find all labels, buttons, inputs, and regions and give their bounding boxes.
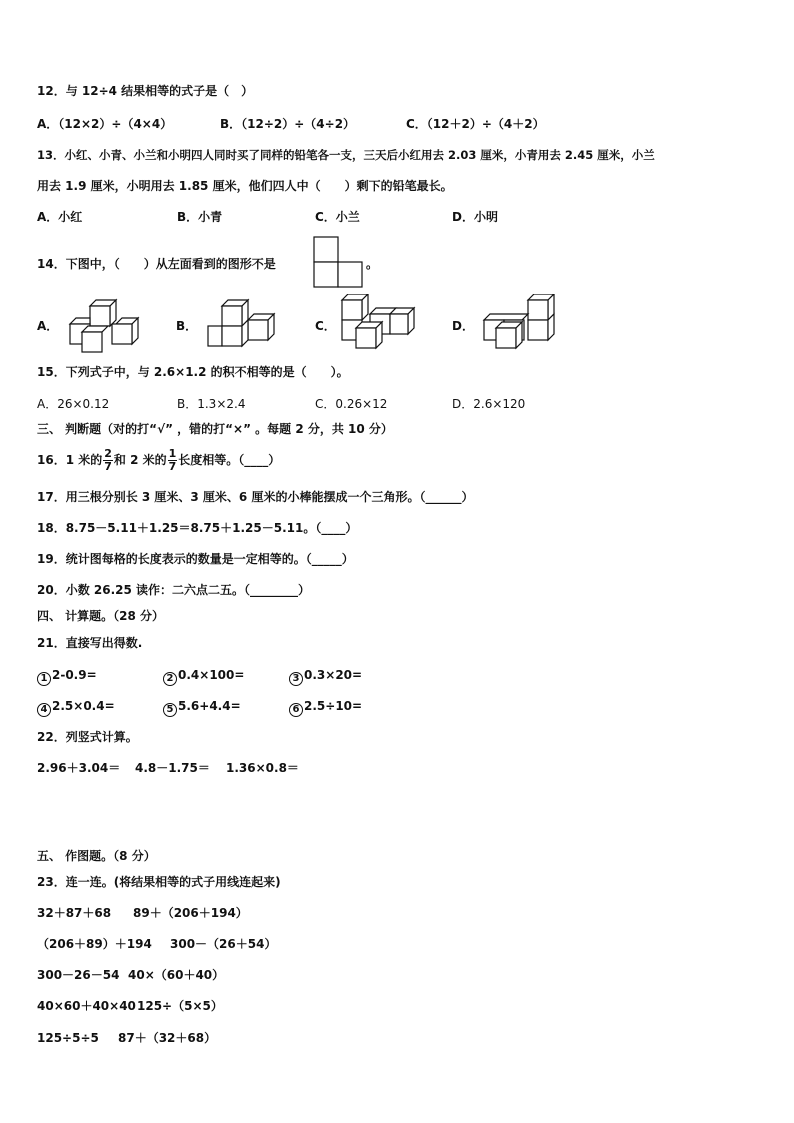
q16-fraction-1-numerator: 2 xyxy=(104,447,112,460)
q14-label-a[interactable]: A． xyxy=(37,319,59,333)
q12-option-b[interactable]: B．（12÷2）÷（4÷2） xyxy=(220,117,356,131)
q22-expr-1: 2.96＋3.04＝ xyxy=(37,761,121,775)
q22-expr-2: 4.8－1.75＝ xyxy=(135,761,210,775)
q13-option-b[interactable]: B．小青 xyxy=(177,210,223,224)
q13-line1: 13．小红、小青、小兰和小明四人同时买了同样的铅笔各一支，三天后小红用去 2.03 厘米，小青用去 2.45 厘米，小兰 xyxy=(37,148,655,162)
section-5-title: 五、 作图题。（8 分） xyxy=(37,849,156,863)
q16-fraction-2-denominator: 7 xyxy=(168,460,177,473)
q22-title: 22．列竖式计算。 xyxy=(37,730,138,744)
q13-option-c[interactable]: C．小兰 xyxy=(315,210,360,224)
q12-option-a[interactable]: A．（12×2）÷（4×4） xyxy=(37,117,173,131)
q21-title: 21．直接写出得数. xyxy=(37,636,143,650)
q16-fraction-1 xyxy=(103,448,113,473)
circled-number: 6 xyxy=(289,703,303,717)
circled-number: 3 xyxy=(289,672,303,686)
section-3-title: 三、 判断题（对的打“√” ，错的打“×” 。每题 2 分，共 10 分） xyxy=(37,422,393,436)
q16-part2: 和 2 米的 xyxy=(113,453,167,467)
q15-option-a[interactable]: A．26×0.12 xyxy=(37,397,110,411)
q23-right-2[interactable]: 300－（26＋54） xyxy=(170,937,277,951)
q12-option-c[interactable]: C．（12＋2）÷（4＋2） xyxy=(406,117,545,131)
q17-text: 17．用三根分别长 3 厘米、3 厘米、6 厘米的小棒能摆成一个三角形。（______） xyxy=(37,490,474,504)
q14-label-b[interactable]: B． xyxy=(176,319,198,333)
circled-number: 4 xyxy=(37,703,51,717)
q14-label-d[interactable]: D． xyxy=(452,319,474,333)
q13-line2: 用去 1.9 厘米，小明用去 1.85 厘米，他们四人中（ ）剩下的铅笔最长。 xyxy=(37,179,453,193)
q23-left-3[interactable]: 300－26－54 xyxy=(37,968,120,982)
q23-left-2[interactable]: （206＋89）＋194 xyxy=(37,937,152,951)
q21-expr: 2.5×0.4= xyxy=(52,699,115,713)
q23-right-4[interactable]: 125÷（5×5） xyxy=(137,999,223,1013)
q21-item-6 xyxy=(289,698,362,717)
q16-part3: 长度相等。（____） xyxy=(178,453,281,467)
q23-right-1[interactable]: 89＋（206＋194） xyxy=(133,906,248,920)
q14-label-c[interactable]: C． xyxy=(315,319,336,333)
q16-part1: 16．1 米的 xyxy=(37,453,103,467)
q15-option-b[interactable]: B．1.3×2.4 xyxy=(177,397,246,411)
q16-fraction-2 xyxy=(168,448,178,473)
q23-left-5[interactable]: 125÷5÷5 xyxy=(37,1031,99,1045)
q16-text xyxy=(37,446,280,474)
q12-text: 12．与 12÷4 结果相等的式子是（ ） xyxy=(37,84,254,98)
q13-option-a[interactable]: A．小红 xyxy=(37,210,83,224)
q22-expr-3: 1.36×0.8＝ xyxy=(226,761,299,775)
q23-right-3[interactable]: 40×（60＋40） xyxy=(128,968,225,982)
q15-option-d[interactable]: D．2.6×120 xyxy=(452,397,526,411)
q21-expr: 5.6+4.4= xyxy=(178,699,241,713)
q21-item-2 xyxy=(163,667,244,686)
q23-left-4[interactable]: 40×60＋40×40 xyxy=(37,999,136,1013)
q16-fraction-1-denominator: 7 xyxy=(104,460,112,473)
q21-expr: 2-0.9= xyxy=(52,668,97,682)
q20-text: 20．小数 26.25 读作：二六点二五。（________） xyxy=(37,583,311,597)
q14-option-d-cubes[interactable] xyxy=(480,294,556,354)
q23-right-5[interactable]: 87＋（32＋68） xyxy=(118,1031,217,1045)
q21-expr: 2.5÷10= xyxy=(304,699,363,713)
section-4-title: 四、 计算题。（28 分） xyxy=(37,609,165,623)
q15-text: 15．下列式子中，与 2.6×1.2 的积不相等的是（ ）。 xyxy=(37,365,349,379)
q21-expr: 0.3×20= xyxy=(304,668,363,682)
q13-option-d[interactable]: D．小明 xyxy=(452,210,498,224)
q14-option-c-cubes[interactable] xyxy=(340,294,416,354)
q21-item-3 xyxy=(289,667,362,686)
q14-option-b-cubes[interactable] xyxy=(204,296,280,354)
q23-title: 23．连一连。(将结果相等的式子用线连起来) xyxy=(37,875,281,889)
q23-left-1[interactable]: 32＋87＋68 xyxy=(37,906,112,920)
q18-text: 18．8.75－5.11＋1.25＝8.75＋1.25－5.11。（____） xyxy=(37,521,358,535)
circled-number: 1 xyxy=(37,672,51,686)
q16-fraction-2-numerator: 1 xyxy=(168,447,177,460)
q15-option-c[interactable]: C．0.26×12 xyxy=(315,397,388,411)
q21-item-4 xyxy=(37,698,115,717)
q14-option-a-cubes[interactable] xyxy=(68,296,140,354)
q14-text-end: 。 xyxy=(366,257,379,271)
q21-item-1 xyxy=(37,667,97,686)
circled-number: 2 xyxy=(163,672,177,686)
q19-text: 19．统计图每格的长度表示的数量是一定相等的。（_____） xyxy=(37,552,354,566)
circled-number: 5 xyxy=(163,703,177,717)
q21-item-5 xyxy=(163,698,241,717)
q14-text: 14．下图中，（ ）从左面看到的图形不是 xyxy=(37,257,276,271)
q21-expr: 0.4×100= xyxy=(178,668,245,682)
q14-left-view-figure xyxy=(313,236,363,288)
